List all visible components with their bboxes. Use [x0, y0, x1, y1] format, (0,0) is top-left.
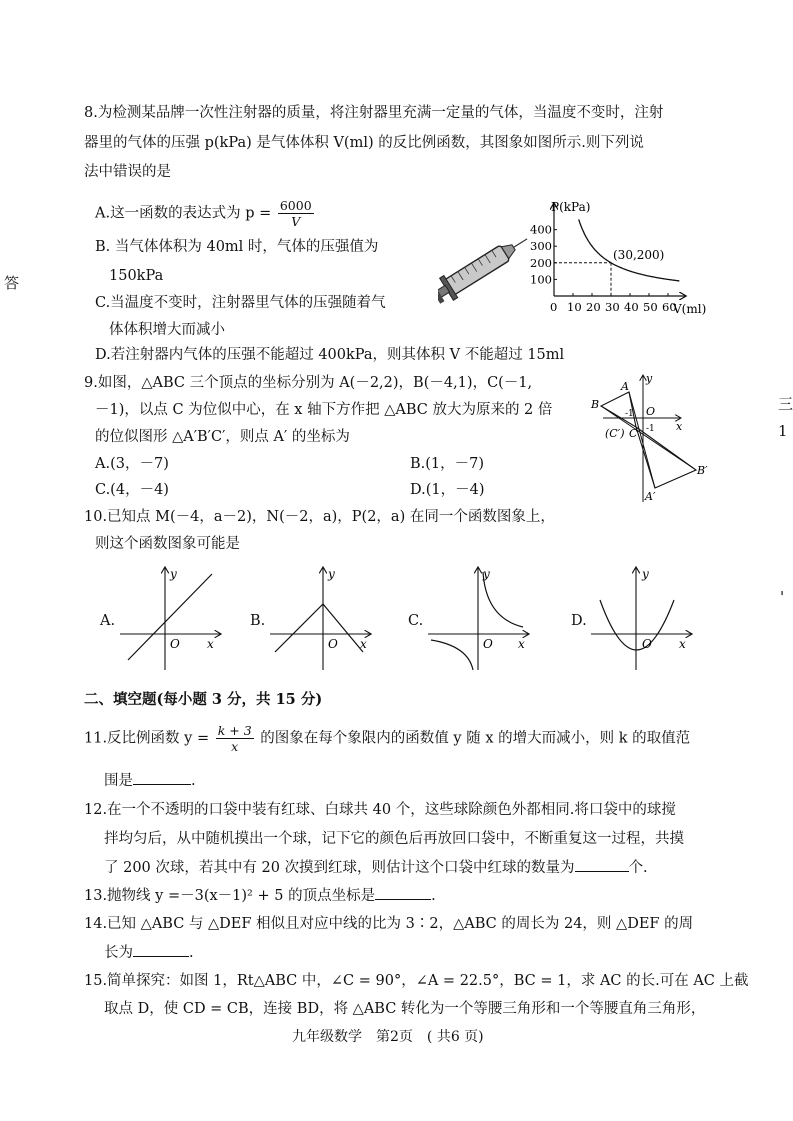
- graph-b-polyline: [275, 604, 363, 652]
- q9-option-b: B.(1，－7): [410, 456, 485, 472]
- y-tick-label: 200: [530, 255, 552, 270]
- x-tick-label: 30: [605, 300, 620, 314]
- q12-line-2: 拌均匀后，从中随机摸出一个球，记下它的颜色后再放回口袋中，不断重复这一过程，共摸: [104, 831, 684, 847]
- q9-option-a: A.(3，－7): [95, 456, 169, 472]
- q14-line-2: 长为 .: [104, 945, 194, 961]
- q10-line-2: 则这个函数图象可能是: [95, 536, 240, 552]
- q12-line-3: 了 200 次球，若其中有 20 次摸到红球，则估计这个口袋中红球的数量为 个.: [104, 860, 648, 876]
- margin-mark-right-3: ': [780, 588, 785, 606]
- svg-text:y: y: [483, 567, 490, 581]
- q11-fraction: $\frac{k + 3}{x}$: [217, 723, 252, 754]
- q9-line-1: 9.如图，△ABC 三个顶点的坐标分别为 A(－2,2)，B(－4,1)，C(－1,: [84, 375, 533, 391]
- q10-graph-c: [408, 560, 538, 675]
- q11-answer-blank[interactable]: [133, 784, 191, 785]
- q15-line-1: 15.简单探究：如图 1，Rt△ABC 中，∠C = 90°，∠A = 22.5°，BC = 1，求 AC 的长.可在 AC 上截: [84, 973, 749, 989]
- x-tick-label: 50: [643, 300, 658, 314]
- section-2-heading: 二、填空题(每小题 3 分，共 15 分): [84, 691, 323, 708]
- q8-line-2: 器里的气体的压强 p(kPa) 是气体体积 V(ml) 的反比例函数，其图象如图所示.则下列说: [84, 135, 644, 151]
- q11-line-1: 11.反比例函数 y = $\frac{k + 3}{x}$ 的图象在每个象限内的函数值 y 随 x 的增大而减小，则 k 的取值范: [84, 723, 691, 754]
- tick-minus-one-y: -1: [646, 424, 655, 434]
- x-tick-label: 40: [624, 300, 639, 314]
- graph-point-label: (30,200): [613, 247, 665, 262]
- graph-d-parabola: [600, 600, 674, 650]
- y-tick-label: 300: [530, 239, 552, 254]
- graph-y-label: P(kPa): [551, 200, 591, 214]
- svg-text:y: y: [642, 567, 649, 581]
- y-tick-label: 100: [530, 272, 552, 287]
- q8-option-c-line-1: C.当温度不变时，注射器里气体的压强随着气: [95, 295, 386, 311]
- q11-line-2: 围是 .: [104, 773, 196, 789]
- y-tick-label: 400: [530, 222, 552, 237]
- svg-text:O: O: [642, 637, 652, 651]
- q10-graph-b: [250, 560, 380, 675]
- svg-text:O: O: [170, 637, 180, 651]
- question-13: 13.抛物线 y =－3(x－1)² + 5 的顶点坐标是 .: [84, 888, 436, 904]
- q13-answer-blank[interactable]: [375, 899, 431, 900]
- pressure-volume-graph: [525, 196, 720, 321]
- tick-minus-one-x: -1: [625, 409, 634, 419]
- q8-option-b-line-2: 150kPa: [109, 268, 164, 284]
- q9-line-3: 的位似图形 △A′B′C′，则点 A′ 的坐标为: [95, 429, 350, 445]
- q8-option-a-fraction: $\frac{6000}{V}$: [279, 198, 312, 229]
- label-a: A: [621, 380, 629, 393]
- q8-option-a: A.这一函数的表达式为 p = $\frac{6000}{V}$: [95, 198, 312, 229]
- q8-option-c-line-2: 体体积增大而减小: [109, 322, 225, 338]
- graph-x-label: V(ml): [673, 302, 707, 316]
- q12-answer-blank[interactable]: [575, 871, 629, 872]
- q10-graph-a-label: A.: [100, 613, 116, 629]
- label-y: y: [646, 372, 653, 385]
- q10-graph-d-label: D.: [571, 613, 587, 629]
- q10-graph-a: [100, 560, 230, 675]
- q9-option-c: C.(4，－4): [95, 482, 169, 498]
- svg-text:x: x: [360, 637, 367, 651]
- q10-graph-d: [571, 560, 701, 675]
- label-b-prime: B′: [697, 464, 708, 477]
- syringe-illustration: [438, 222, 533, 307]
- margin-mark-left: 答: [4, 274, 20, 292]
- label-origin: O: [646, 405, 656, 418]
- q8-option-d: D.若注射器内气体的压强不能超过 400kPa，则其体积 V 不能超过 15ml: [95, 347, 565, 363]
- margin-mark-right-2: 1: [778, 422, 788, 440]
- svg-text:O: O: [483, 637, 493, 651]
- q10-graph-c-label: C.: [408, 613, 424, 629]
- svg-text:x: x: [518, 637, 525, 651]
- q8-line-1: 8.为检测某品牌一次性注射器的质量，将注射器里充满一定量的气体，当温度不变时，注射: [84, 105, 664, 121]
- label-b: B: [591, 398, 600, 411]
- q10-line-1: 10.已知点 M(－4，a－2)，N(－2，a)，P(2，a) 在同一个函数图象上，: [84, 509, 555, 525]
- svg-text:y: y: [170, 567, 177, 581]
- q9-option-d: D.(1，－4): [410, 482, 485, 498]
- homothety-figure: [585, 370, 715, 510]
- x-tick-label: 0: [550, 300, 558, 314]
- x-tick-label: 10: [567, 300, 582, 314]
- svg-text:x: x: [679, 637, 686, 651]
- q15-line-2: 取点 D，使 CD = CB，连接 BD，将 △ABC 转化为一个等腰三角形和一个等腰直角三角形，: [104, 1001, 706, 1017]
- q9-line-2: －1)，以点 C 为位似中心，在 x 轴下方作把 △ABC 放大为原来的 2 倍: [95, 402, 553, 418]
- x-tick-label: 20: [586, 300, 601, 314]
- graph-c-branch-2: [431, 640, 473, 670]
- q14-answer-blank[interactable]: [133, 956, 189, 957]
- label-a-prime: A′: [645, 490, 656, 503]
- margin-mark-right-1: 三: [778, 395, 793, 413]
- q12-line-1: 12.在一个不透明的口袋中装有红球、白球共 40 个，这些球除颜色外都相同.将口袋中的球搅: [84, 802, 676, 818]
- q14-line-1: 14.已知 △ABC 与 △DEF 相似且对应中线的比为 3∶2，△ABC 的周长为 24，则 △DEF 的周: [84, 916, 694, 932]
- x-tick-label: 60: [662, 300, 677, 314]
- svg-text:x: x: [207, 637, 214, 651]
- label-c-prime: (C′): [605, 427, 625, 440]
- q10-graph-b-label: B.: [250, 613, 266, 629]
- page-footer: 九年级数学 第2页 ( 共6 页): [292, 1029, 484, 1045]
- q8-option-b-line-1: B. 当气体体积为 40ml 时，气体的压强值为: [95, 239, 379, 255]
- label-x: x: [676, 420, 683, 433]
- q8-line-3: 法中错误的是: [84, 164, 171, 180]
- svg-text:O: O: [328, 637, 338, 651]
- svg-text:y: y: [328, 567, 335, 581]
- label-c: C: [629, 427, 638, 440]
